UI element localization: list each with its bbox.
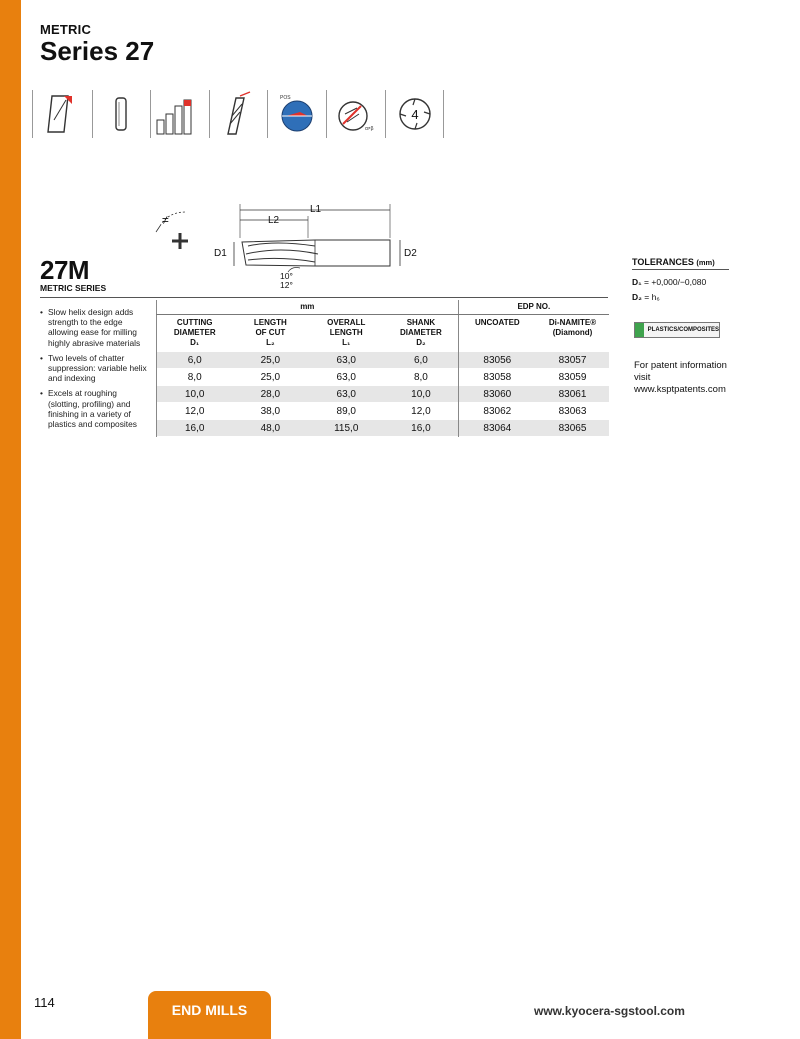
l2-label: L2 bbox=[268, 215, 280, 226]
tolerances-title-text: TOLERANCES bbox=[632, 257, 694, 267]
table-row bbox=[157, 420, 610, 437]
col-header-cutting-diameter bbox=[157, 315, 233, 353]
feature-item: • Excels at roughing (slotting, profiling) and finishing in a variety of plastics and composites bbox=[40, 388, 148, 429]
material-color-swatch bbox=[635, 323, 644, 337]
group-header-edp: EDP NO. bbox=[458, 300, 609, 315]
table-cell: 16,0 bbox=[384, 420, 458, 437]
table-cell: 83060 bbox=[458, 386, 536, 403]
table-cell: 25,0 bbox=[232, 352, 308, 369]
tool-side-view bbox=[242, 240, 390, 266]
table-row bbox=[157, 386, 610, 403]
table-row bbox=[157, 352, 610, 369]
table-cell: 83058 bbox=[458, 369, 536, 386]
table-cell: 12,0 bbox=[157, 403, 233, 420]
feature-icon-strip bbox=[32, 90, 444, 138]
helix-angle-2: 12° bbox=[280, 280, 293, 290]
header-line: LENGTH bbox=[253, 318, 287, 327]
alpha-beta-label: α≠β bbox=[365, 126, 374, 132]
header-line: D₂ bbox=[416, 338, 426, 347]
product-subtitle: METRIC SERIES bbox=[40, 283, 107, 293]
table-cell: 6,0 bbox=[384, 352, 458, 369]
neq-symbol: ≠ bbox=[162, 213, 169, 227]
helix-angle-1: 10° bbox=[280, 271, 293, 281]
length-bars-icon bbox=[151, 90, 209, 138]
website-url: www.kyocera-sgstool.com bbox=[534, 1004, 685, 1018]
d2-label: D2 bbox=[404, 248, 417, 259]
col-header-dinamite bbox=[536, 315, 609, 353]
d1-label: D1 bbox=[214, 248, 227, 259]
table-cell: 48,0 bbox=[232, 420, 308, 437]
table-cell: 83062 bbox=[458, 403, 536, 420]
table-row bbox=[157, 403, 610, 420]
tolerance-d2 bbox=[632, 292, 660, 302]
tolerance-d2-value: = h₆ bbox=[644, 292, 660, 302]
variable-helix-icon bbox=[327, 90, 385, 138]
table-cell: 83065 bbox=[536, 420, 609, 437]
side-accent-bar bbox=[0, 0, 21, 1039]
tolerance-d2-label: D₂ bbox=[632, 292, 642, 302]
header-line: DIAMETER bbox=[400, 328, 442, 337]
section-divider bbox=[40, 297, 608, 298]
l1-label: L1 bbox=[310, 204, 322, 215]
category-label: METRIC bbox=[40, 22, 92, 37]
table-cell: 89,0 bbox=[336, 405, 356, 417]
header-line: OVERALL bbox=[327, 318, 366, 327]
table-row bbox=[157, 369, 610, 386]
header-line: D₁ bbox=[190, 338, 200, 347]
positive-rake-icon bbox=[268, 90, 326, 138]
material-badge bbox=[634, 322, 720, 338]
table-cell: 83061 bbox=[536, 386, 609, 403]
patent-note: For patent information visit www.ksptpatents.com bbox=[634, 360, 727, 395]
col-header-uncoated bbox=[458, 315, 536, 353]
table-cell: 83059 bbox=[558, 371, 587, 383]
header-line: (Diamond) bbox=[552, 328, 593, 337]
chipbreaker-icon bbox=[34, 90, 92, 138]
flute-count: 4 bbox=[411, 107, 419, 122]
header-line: L₁ bbox=[342, 338, 351, 347]
header-line: SHANK bbox=[406, 318, 436, 327]
col-header-overall-length bbox=[308, 315, 384, 353]
table-cell: 25,0 bbox=[260, 371, 281, 383]
table-cell: 10,0 bbox=[384, 386, 458, 403]
header-line: CUTTING bbox=[176, 318, 213, 327]
icon-divider bbox=[443, 90, 444, 138]
table-cell: 83063 bbox=[558, 405, 587, 417]
tolerance-d1 bbox=[632, 277, 706, 287]
header-line: UNCOATED bbox=[474, 318, 520, 327]
pos-label: POS bbox=[280, 95, 291, 101]
flutes-icon bbox=[386, 90, 444, 138]
table-cell: 8,0 bbox=[157, 369, 233, 386]
table-cell: 28,0 bbox=[232, 386, 308, 403]
tolerances-title bbox=[632, 257, 715, 267]
page-number: 114 bbox=[34, 995, 55, 1010]
table-cell: 83057 bbox=[536, 352, 609, 369]
specification-table bbox=[156, 300, 609, 437]
header-line: Di-NAMITE® bbox=[548, 318, 597, 327]
table-cell: 63,0 bbox=[308, 352, 384, 369]
table-cell: 8,0 bbox=[413, 371, 428, 383]
helix-angle-icon bbox=[210, 90, 268, 138]
table-cell: 38,0 bbox=[260, 405, 281, 417]
header-line: DIAMETER bbox=[173, 328, 216, 337]
tolerances-unit: (mm) bbox=[696, 258, 715, 267]
table-cell: 83064 bbox=[458, 420, 536, 437]
tolerance-d1-value: = +0,000/−0,080 bbox=[644, 277, 707, 287]
header-line: OF CUT bbox=[255, 328, 286, 337]
feature-item: • Slow helix design adds strength to the edge allowing ease for milling highly abrasive materials bbox=[40, 307, 148, 348]
col-header-length-of-cut bbox=[232, 315, 308, 353]
tolerances-divider bbox=[632, 269, 729, 270]
col-header-shank-diameter bbox=[384, 315, 458, 353]
group-header-mm: mm bbox=[157, 300, 459, 315]
table-cell: 63,0 bbox=[336, 371, 356, 383]
table-cell: 12,0 bbox=[411, 405, 431, 417]
table-cell: 83056 bbox=[458, 352, 536, 369]
product-code: 27M bbox=[40, 255, 90, 285]
table-cell: 10,0 bbox=[157, 386, 233, 403]
header-line: L₂ bbox=[266, 338, 275, 347]
feature-item: • Two levels of chatter suppression: variable helix and indexing bbox=[40, 353, 148, 384]
page-title: Series 27 bbox=[40, 36, 155, 66]
table-cell: 63,0 bbox=[308, 386, 384, 403]
icon-divider bbox=[32, 90, 33, 138]
material-badge-label: PLASTICS/COMPOSITES bbox=[647, 327, 719, 333]
table-cell: 115,0 bbox=[308, 420, 384, 437]
tolerance-d1-label: D₁ bbox=[632, 277, 642, 287]
straight-shank-icon bbox=[93, 90, 151, 138]
feature-list bbox=[40, 307, 148, 434]
end-view-drawing bbox=[156, 212, 188, 249]
header-line: LENGTH bbox=[329, 328, 363, 337]
section-tab-end-mills: END MILLS bbox=[148, 991, 271, 1039]
table-cell: 16,0 bbox=[157, 420, 233, 437]
table-cell: 6,0 bbox=[157, 352, 233, 369]
end-mill-diagram bbox=[150, 196, 430, 296]
